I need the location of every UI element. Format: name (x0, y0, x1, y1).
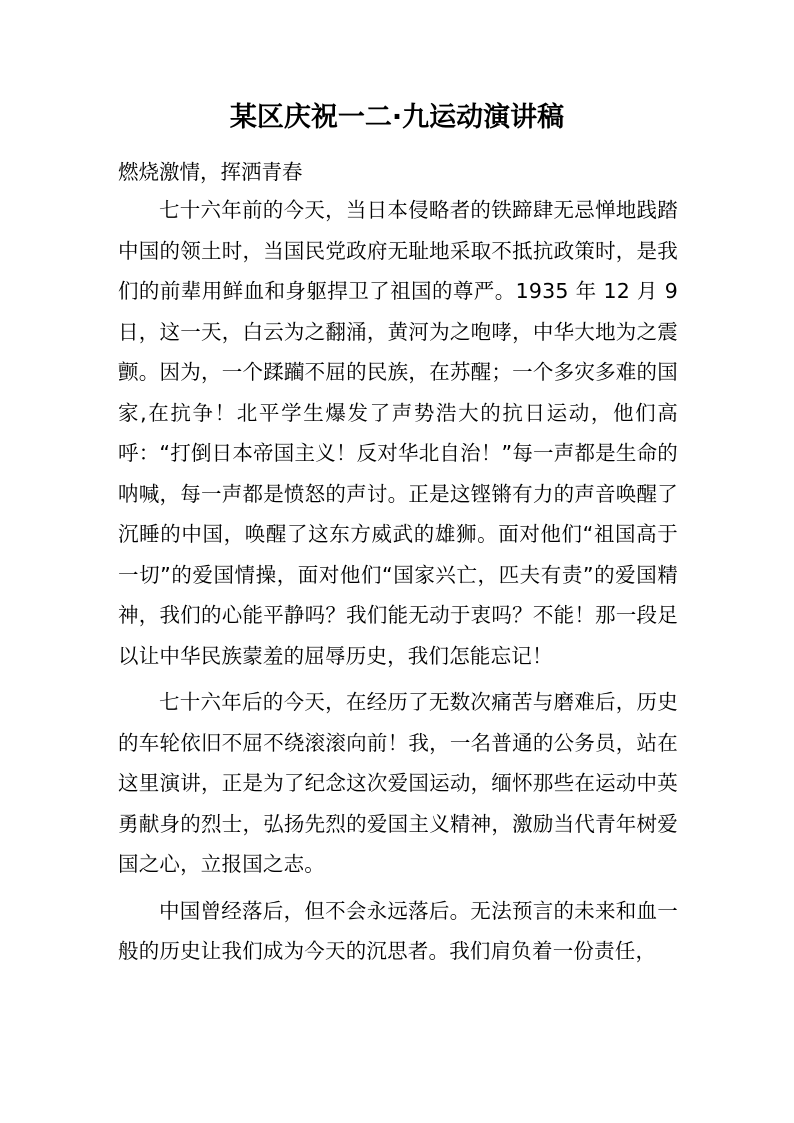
paragraph-3: 中国曾经落后，但不会永远落后。无法预言的未来和血一般的历史让我们成为今天的沉思者。我们肩负着一份责任， (118, 898, 678, 963)
document-body (118, 190, 678, 972)
document-subtitle: 燃烧激情，挥洒青春 (118, 160, 303, 184)
paragraph-2: 七十六年后的今天，在经历了无数次痛苦与磨难后，历史的车轮依旧不屈不绕滚滚向前！我，一名普通的公务员，站在这里演讲，正是为了纪念这次爱国运动，缅怀那些在运动中英勇献身的烈士，弘扬先烈的爱国主义精神，激励当代青年树爱国之心，立报国之志。 (118, 690, 678, 876)
paragraph-1: 七十六年前的今天，当日本侵略者的铁蹄肆无忌惮地践踏中国的领土时，当国民党政府无耻地采取不抵抗政策时，是我们的前辈用鲜血和身躯捍卫了祖国的尊严。1935 年 12 月 9 日，这一天，白云为之翻涌，黄河为之咆哮，中华大地为之震颤。因为，一个蹂躏不屈的民族，在苏醒；一个多灾多难的国家,在抗争！北平学生爆发了声势浩大的抗日运动，他们高呼：“打倒日本帝国主义！反对华北自治！”每一声都是生命的呐喊，每一声都是愤怒的声讨。正是这铿锵有力的声音唤醒了沉睡的中国，唤醒了这东方威武的雄狮。面对他们“祖国高于一切”的爱国情操，面对他们“国家兴亡，匹夫有责”的爱国精神，我们的心能平静吗？我们能无动于衷吗？不能！那一段足以让中华民族蒙羞的屈辱历史，我们怎能忘记！ (118, 198, 678, 668)
document-title: 某区庆祝一二·九运动演讲稿 (229, 102, 565, 133)
